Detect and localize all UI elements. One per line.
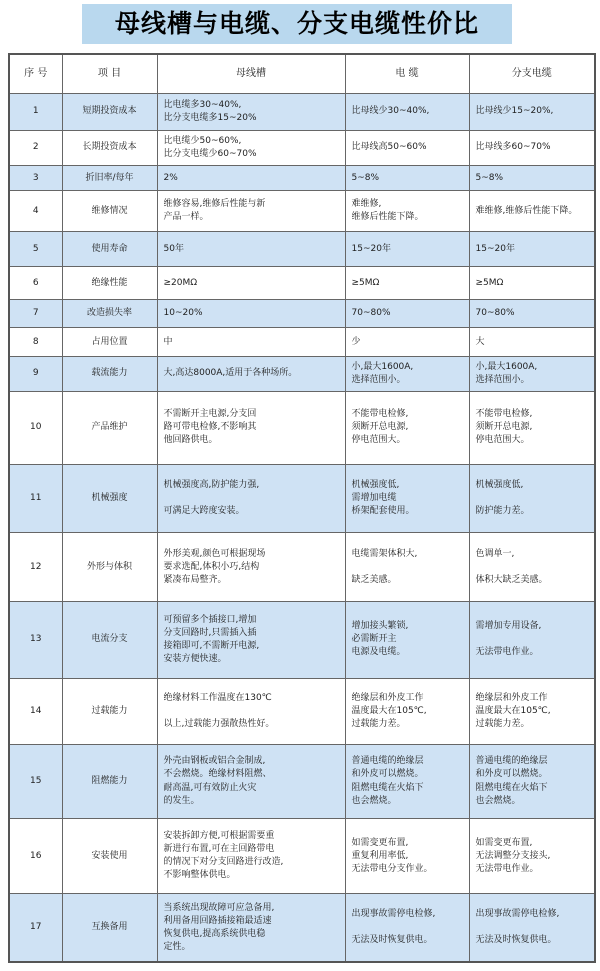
busbar-cell: 不需断开主电源,分支回 路可带电检修,不影响其 他回路供电。 bbox=[157, 391, 345, 465]
branch-cable-cell: 难维修,维修后性能下降。 bbox=[469, 191, 595, 232]
row-number: 7 bbox=[9, 300, 62, 327]
table-row bbox=[9, 894, 595, 962]
branch-cable-cell: 绝缘层和外皮工作 温度最大在105℃, 过载能力差。 bbox=[469, 678, 595, 744]
row-number: 6 bbox=[9, 267, 62, 300]
row-item: 使用寿命 bbox=[62, 232, 157, 267]
busbar-cell: 大,高达8000A,适用于各种场所。 bbox=[157, 357, 345, 391]
header-branch-cable: 分支电缆 bbox=[469, 54, 595, 93]
busbar-cell: 50年 bbox=[157, 232, 345, 267]
row-number: 5 bbox=[9, 232, 62, 267]
table-row bbox=[9, 533, 595, 601]
branch-cable-cell: 大 bbox=[469, 327, 595, 357]
cable-cell: 5~8% bbox=[345, 166, 469, 191]
cable-cell: 比母线高50~60% bbox=[345, 130, 469, 165]
row-number: 10 bbox=[9, 391, 62, 465]
table-row bbox=[9, 465, 595, 533]
row-number: 8 bbox=[9, 327, 62, 357]
cable-cell: 比母线少30~40%, bbox=[345, 93, 469, 130]
row-item: 安装使用 bbox=[62, 819, 157, 894]
row-item: 互换备用 bbox=[62, 894, 157, 962]
table-row bbox=[9, 267, 595, 300]
cable-cell: 电缆需架体积大, 缺乏美感。 bbox=[345, 533, 469, 601]
busbar-cell: 外壳由钢板或铝合金制成, 不会燃烧。绝缘材料阻燃、 耐高温,可有效防止火灾 的发生。 bbox=[157, 744, 345, 819]
table-row bbox=[9, 232, 595, 267]
header-busbar: 母线槽 bbox=[157, 54, 345, 93]
table-row bbox=[9, 678, 595, 744]
branch-cable-cell: 机械强度低, 防护能力差。 bbox=[469, 465, 595, 533]
cable-cell: 不能带电检修, 须断开总电源, 停电范围大。 bbox=[345, 391, 469, 465]
busbar-cell: 中 bbox=[157, 327, 345, 357]
table-row bbox=[9, 166, 595, 191]
table-row bbox=[9, 601, 595, 678]
row-item: 长期投资成本 bbox=[62, 130, 157, 165]
branch-cable-cell: 15~20年 bbox=[469, 232, 595, 267]
table-row bbox=[9, 391, 595, 465]
branch-cable-cell: 小,最大1600A, 选择范围小。 bbox=[469, 357, 595, 391]
table-row bbox=[9, 300, 595, 327]
table-row bbox=[9, 357, 595, 391]
branch-cable-cell: 出现事故需停电检修, 无法及时恢复供电。 bbox=[469, 894, 595, 962]
branch-cable-cell: 色调单一, 体积大缺乏美感。 bbox=[469, 533, 595, 601]
row-number: 9 bbox=[9, 357, 62, 391]
busbar-cell: ≥20MΩ bbox=[157, 267, 345, 300]
branch-cable-cell: ≥5MΩ bbox=[469, 267, 595, 300]
row-item: 占用位置 bbox=[62, 327, 157, 357]
table-row bbox=[9, 130, 595, 165]
header-item: 项 目 bbox=[62, 54, 157, 93]
row-item: 维修情况 bbox=[62, 191, 157, 232]
busbar-cell: 2% bbox=[157, 166, 345, 191]
table-row bbox=[9, 93, 595, 130]
cable-cell: 难维修, 维修后性能下降。 bbox=[345, 191, 469, 232]
cable-cell: 15~20年 bbox=[345, 232, 469, 267]
busbar-cell: 维修容易,维修后性能与新 产品一样。 bbox=[157, 191, 345, 232]
cable-cell: 绝缘层和外皮工作 温度最大在105℃, 过载能力差。 bbox=[345, 678, 469, 744]
table-row bbox=[9, 327, 595, 357]
branch-cable-cell: 普通电缆的绝缘层 和外皮可以燃烧。 阻燃电缆在火焰下 也会燃烧。 bbox=[469, 744, 595, 819]
row-item: 绝缘性能 bbox=[62, 267, 157, 300]
busbar-cell: 比电缆多30~40%, 比分支电缆多15~20% bbox=[157, 93, 345, 130]
row-item: 阻燃能力 bbox=[62, 744, 157, 819]
header-cable: 电 缆 bbox=[345, 54, 469, 93]
busbar-cell: 比电缆少50~60%, 比分支电缆少60~70% bbox=[157, 130, 345, 165]
branch-cable-cell: 如需变更布置, 无法调整分支接头, 无法带电作业。 bbox=[469, 819, 595, 894]
row-number: 4 bbox=[9, 191, 62, 232]
branch-cable-cell: 5~8% bbox=[469, 166, 595, 191]
table-row bbox=[9, 819, 595, 894]
cable-cell: 出现事故需停电检修, 无法及时恢复供电。 bbox=[345, 894, 469, 962]
cable-cell: 如需变更布置, 重复利用率低, 无法带电分支作业。 bbox=[345, 819, 469, 894]
table-row bbox=[9, 744, 595, 819]
busbar-cell: 外形美观,颜色可根据现场 要求选配,体积小巧,结构 紧凑布局整齐。 bbox=[157, 533, 345, 601]
row-number: 13 bbox=[9, 601, 62, 678]
row-number: 11 bbox=[9, 465, 62, 533]
row-number: 3 bbox=[9, 166, 62, 191]
cable-cell: ≥5MΩ bbox=[345, 267, 469, 300]
row-item: 短期投资成本 bbox=[62, 93, 157, 130]
table-body bbox=[9, 54, 595, 962]
row-number: 1 bbox=[9, 93, 62, 130]
busbar-cell: 可预留多个插接口,增加 分支回路时,只需插入插 接箱即可,不需断开电源, 安装方便快速。 bbox=[157, 601, 345, 678]
row-item: 过载能力 bbox=[62, 678, 157, 744]
row-number: 15 bbox=[9, 744, 62, 819]
row-item: 载流能力 bbox=[62, 357, 157, 391]
row-item: 外形与体积 bbox=[62, 533, 157, 601]
row-number: 2 bbox=[9, 130, 62, 165]
row-item: 折旧率/每年 bbox=[62, 166, 157, 191]
table-header-row bbox=[9, 54, 595, 93]
branch-cable-cell: 比母线少15~20%, bbox=[469, 93, 595, 130]
header-no: 序 号 bbox=[9, 54, 62, 93]
busbar-cell: 机械强度高,防护能力强, 可满足大跨度安装。 bbox=[157, 465, 345, 533]
row-item: 改造损失率 bbox=[62, 300, 157, 327]
busbar-cell: 当系统出现故障可应急备用, 利用备用回路插接箱最适速 恢复供电,提高系统供电稳 定性。 bbox=[157, 894, 345, 962]
row-number: 14 bbox=[9, 678, 62, 744]
branch-cable-cell: 比母线多60~70% bbox=[469, 130, 595, 165]
cable-cell: 机械强度低, 需增加电缆 桥架配套使用。 bbox=[345, 465, 469, 533]
row-item: 电流分支 bbox=[62, 601, 157, 678]
branch-cable-cell: 不能带电检修, 须断开总电源, 停电范围大。 bbox=[469, 391, 595, 465]
row-item: 产品维护 bbox=[62, 391, 157, 465]
table-row bbox=[9, 191, 595, 232]
comparison-table bbox=[8, 53, 596, 963]
cable-cell: 少 bbox=[345, 327, 469, 357]
branch-cable-cell: 需增加专用设备, 无法带电作业。 bbox=[469, 601, 595, 678]
cable-cell: 增加接头繁锁, 必需断开主 电源及电缆。 bbox=[345, 601, 469, 678]
branch-cable-cell: 70~80% bbox=[469, 300, 595, 327]
row-number: 12 bbox=[9, 533, 62, 601]
busbar-cell: 安装拆卸方便,可根据需要重 新进行布置,可在主回路带电 的情况下对分支回路进行改造, 不影响整体供电。 bbox=[157, 819, 345, 894]
cable-cell: 70~80% bbox=[345, 300, 469, 327]
cable-cell: 普通电缆的绝缘层 和外皮可以燃烧。 阻燃电缆在火焰下 也会燃烧。 bbox=[345, 744, 469, 819]
row-item: 机械强度 bbox=[62, 465, 157, 533]
row-number: 17 bbox=[9, 894, 62, 962]
busbar-cell: 绝缘材料工作温度在130℃ 以上,过载能力强散热性好。 bbox=[157, 678, 345, 744]
title-banner bbox=[0, 0, 600, 50]
page-title: 母线槽与电缆、分支电缆性价比 bbox=[82, 4, 512, 44]
cable-cell: 小,最大1600A, 选择范围小。 bbox=[345, 357, 469, 391]
row-number: 16 bbox=[9, 819, 62, 894]
busbar-cell: 10~20% bbox=[157, 300, 345, 327]
